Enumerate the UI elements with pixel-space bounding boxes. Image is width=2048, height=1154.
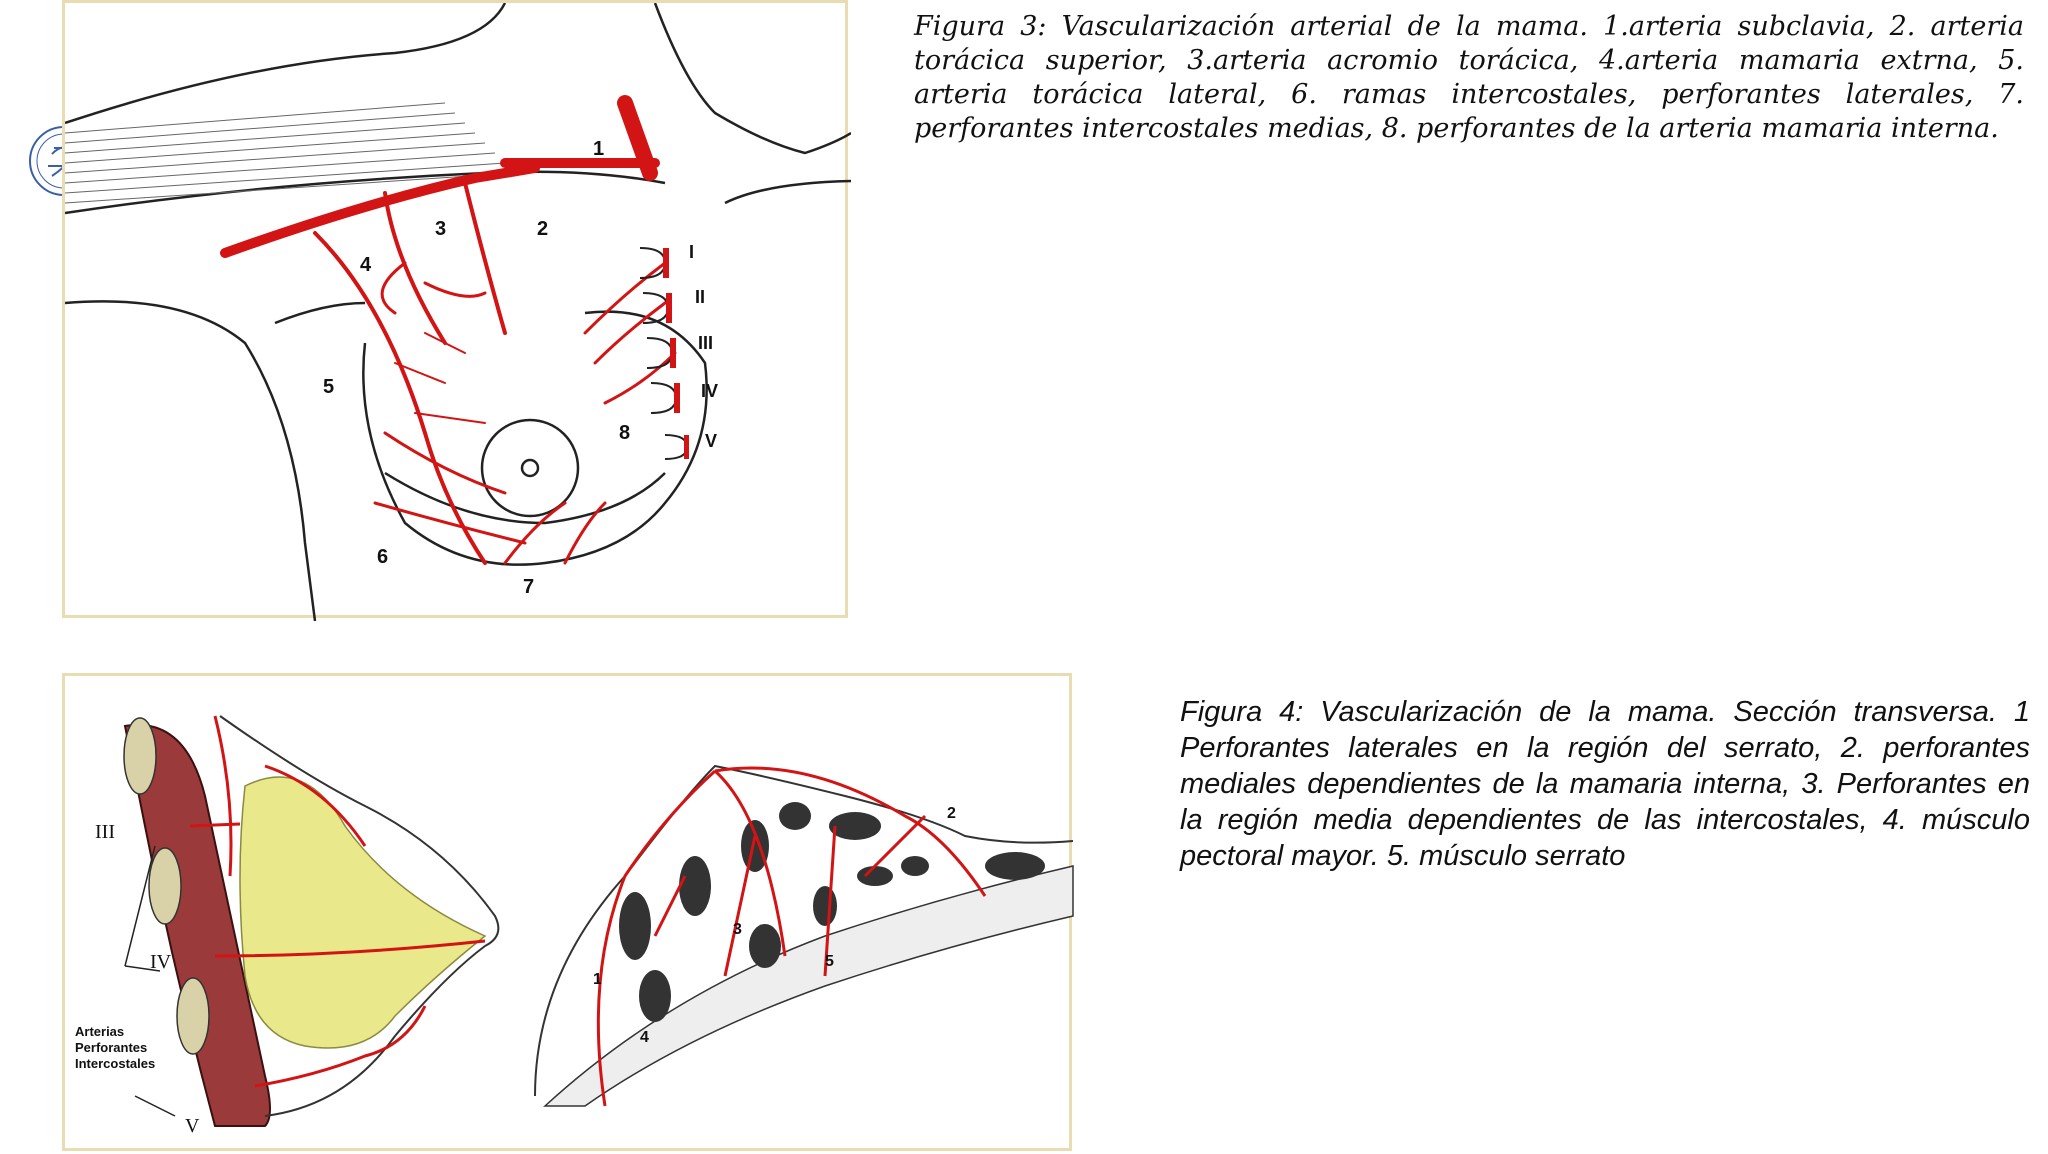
figure-4-illustration bbox=[62, 673, 1072, 1151]
fig3-label-2: 2 bbox=[537, 218, 549, 240]
figure-4-caption: Figura 4: Vascularización de la mama. Sección transversa. 1 Perforantes laterales en la región del serrato, 2. perforantes mediales dependientes de la mamaria interna, 3. Perforantes en la región media dependientes de las intercostales, 4. músculo pectoral mayor. 5. músculo serrato bbox=[1180, 696, 2030, 872]
fig3-rib-III: III bbox=[698, 333, 714, 353]
fig4-annotation-perforantes: Perforantes bbox=[75, 1040, 148, 1055]
fig4-right-label-4: 4 bbox=[640, 1029, 649, 1046]
fig4-label-III: III bbox=[95, 821, 115, 843]
fig4-annotation-arterias: Arterias bbox=[75, 1024, 125, 1039]
figure-3-illustration bbox=[62, 0, 848, 618]
fig3-label-3: 3 bbox=[435, 218, 447, 240]
figure-3-caption: Figura 3: Vascularización arterial de la mama. 1.arteria subclavia, 2. arteria torácica superior, 3.arteria acromio torácica, 4.arteria mamaria extrna, 5. arteria torácica lateral, 6. ramas intercostales, perforantes laterales, 7. perforantes intercostales medias, 8. perforantes de la arteria mamaria interna. bbox=[914, 11, 2024, 144]
fig4-right-label-2: 2 bbox=[947, 805, 956, 822]
fig3-label-8: 8 bbox=[619, 422, 631, 444]
fig4-right-label-3: 3 bbox=[733, 921, 742, 938]
fig3-label-6: 6 bbox=[377, 546, 389, 568]
fig3-rib-II: II bbox=[695, 287, 706, 307]
fig3-label-1: 1 bbox=[593, 138, 605, 160]
fig3-rib-IV: IV bbox=[701, 381, 719, 401]
fig3-label-7: 7 bbox=[523, 576, 535, 598]
fig3-label-4: 4 bbox=[360, 254, 372, 276]
fig4-annotation-intercostales: Intercostales bbox=[75, 1056, 156, 1071]
fig3-label-5: 5 bbox=[323, 376, 335, 398]
fig4-label-V: V bbox=[185, 1115, 200, 1137]
fig3-rib-V: V bbox=[705, 431, 718, 451]
fig4-label-IV: IV bbox=[150, 951, 172, 973]
fig4-right-label-5: 5 bbox=[825, 953, 834, 970]
fig3-rib-I: I bbox=[689, 242, 695, 262]
fig4-right-label-1: 1 bbox=[593, 971, 602, 988]
